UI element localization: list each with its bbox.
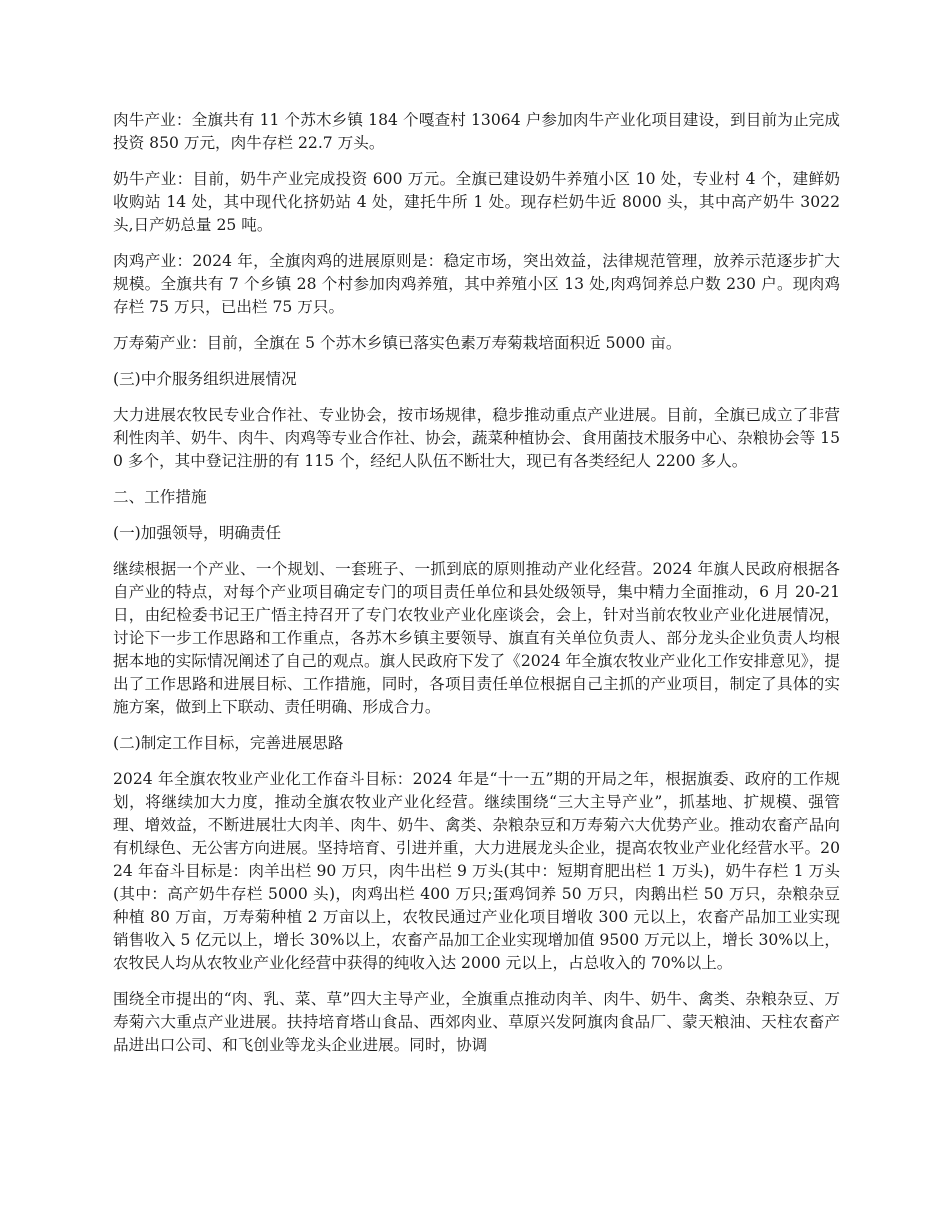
paragraph-beef-cattle: 肉牛产业：全旗共有 11 个苏木乡镇 184 个嘎查村 13064 户参加肉牛产业化项目建设，到目前为止完成投资 850 万元，肉牛存栏 22.7 万头。: [113, 111, 840, 152]
section-heading-intermediary-services: (三)中介服务组织进展情况: [113, 370, 297, 388]
subheading-leadership: (一)加强领导，明确责任: [113, 524, 282, 542]
paragraph-marigold: 万寿菊产业：目前，全旗在 5 个苏木乡镇已落实色素万寿菊栽培面积近 5000 亩。: [113, 334, 682, 352]
document-body: [113, 109, 840, 1070]
paragraph-dairy-cattle: 奶牛产业：目前，奶牛产业完成投资 600 万元。全旗已建设奶牛养殖小区 10 处，专业村 4 个，建鲜奶收购站 14 处，其中现代化挤奶站 4 处，建托牛所 1 处。现存栏奶牛近 8000 头，其中高产奶牛 3022 头,日产奶总量 25 吨。: [113, 170, 840, 234]
paragraph-work-goals: 2024 年全旗农牧业产业化工作奋斗目标：2024 年是“十一五”期的开局之年，根据旗委、政府的工作规划，将继续加大力度，推动全旗农牧业产业化经营。继续围绕“三大主导产业”，抓基地、扩规模、强管理、增效益，不断进展壮大肉羊、肉牛、奶牛、禽类、杂粮杂豆和万寿菊六大优势产业。推动农畜产品向有机绿色、无公害方向进展。坚持培育、引进并重，大力进展龙头企业，提高农牧业产业化经营水平。2024 年奋斗目标是：肉羊出栏 90 万只，肉牛出栏 9 万头(其中：短期育肥出栏 1 万头)，奶牛存栏 1 万头(其中：高产奶牛存栏 5000 头)，肉鸡出栏 400 万只;蛋鸡饲养 50 万只，肉鹅出栏 50 万只，杂粮杂豆种植 80 万亩，万寿菊种植 2 万亩以上，农牧民通过产业化项目增收 300 元以上，农畜产品加工业实现销售收入 5 亿元以上，增长 30%以上，农畜产品加工企业实现增加值 9500 万元以上，增长 30%以上，农牧民人均从农牧业产业化经营中获得的纯收入达 2000 元以上，占总收入的 70%以上。: [113, 770, 840, 972]
paragraph-leading-industries: 围绕全市提出的“肉、乳、菜、草”四大主导产业，全旗重点推动肉羊、肉牛、奶牛、禽类、杂粮杂豆、万寿菊六大重点产业进展。扶持培育塔山食品、西郊肉业、草原兴发阿旗肉食品厂、蒙天粮油、天柱农畜产品进出口公司、和飞创业等龙头企业进展。同时，协调: [113, 990, 840, 1054]
paragraph-broiler-chicken: 肉鸡产业：2024 年，全旗肉鸡的进展原则是：稳定市场，突出效益，法律规范管理，放养示范逐步扩大规模。全旗共有 7 个乡镇 28 个村参加肉鸡养殖，其中养殖小区 13 处,肉鸡饲养总户数 230 户。现肉鸡存栏 75 万只，已出栏 75 万只。: [113, 252, 840, 316]
paragraph-cooperatives: 大力进展农牧民专业合作社、专业协会，按市场规律，稳步推动重点产业进展。目前，全旗已成立了非营利性肉羊、奶牛、肉牛、肉鸡等专业合作社、协会，蔬菜种植协会、食用菌技术服务中心、杂粮协会等 150 多个，其中登记注册的有 115 个，经纪人队伍不断壮大，现已有各类经纪人 2200 多人。: [113, 406, 840, 470]
paragraph-leadership: 继续根据一个产业、一个规划、一套班子、一抓到底的原则推动产业化经营。2024 年旗人民政府根据各自产业的特点，对每个产业项目确定专门的项目责任单位和县处级领导，集中精力全面推动，6 月 20-21 日，由纪检委书记王广悟主持召开了专门农牧业产业化座谈会，会上，针对当前农牧业产业化进展情况，讨论下一步工作思路和工作重点，各苏木乡镇主要领导、旗直有关单位负责人、部分龙头企业负责人均根据本地的实际情况阐述了自己的观点。旗人民政府下发了《2024 年全旗农牧业产业化工作安排意见》，提出了工作思路和进展目标、工作措施，同时，各项目责任单位根据自己主抓的产业项目，制定了具体的实施方案，做到上下联动、责任明确、形成合力。: [113, 560, 840, 716]
section-heading-work-measures: 二、工作措施: [113, 488, 207, 506]
subheading-work-goals: (二)制定工作目标，完善进展思路: [113, 734, 344, 752]
